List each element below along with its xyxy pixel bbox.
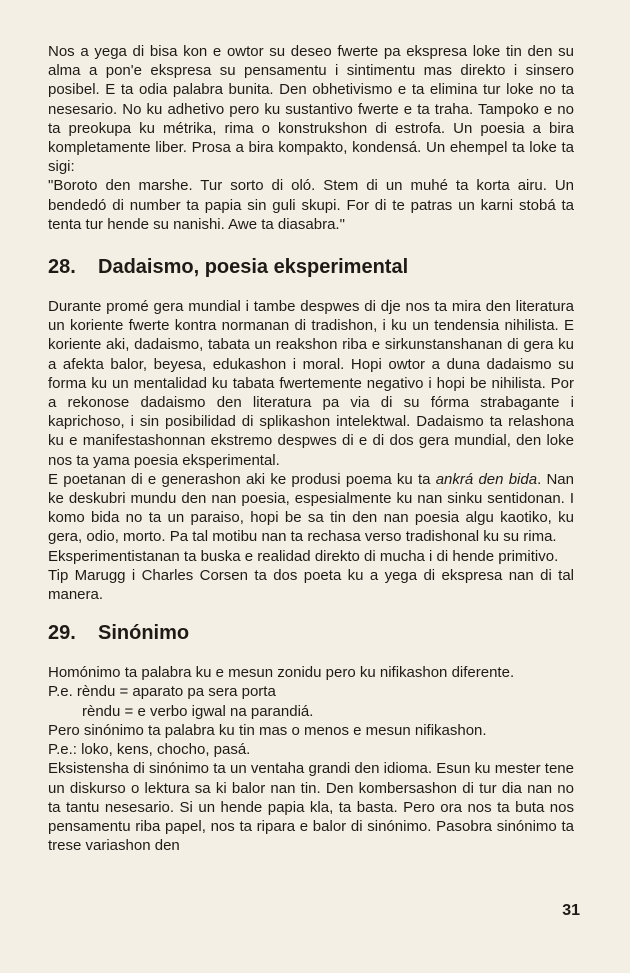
section-29-title: Sinónimo — [98, 622, 190, 645]
section-28-paragraph-1: Durante promé gera mundial i tambe despwes di dje nos ta mira den literatura un koriente fwerte kontra normanan di tradishon, i ku un tendensia nihilista. E koriente aki, dadaismo, tabata un reakshon riba e sirkunstanshanan di gera ku a afekta balor, beyesa, edukashon i moral. Hopi owtor a duna dadaismo su forma ku un mentalidad ku tabata fwertemente negativo i hopi be nihilista. Por a rekonose dadaismo den literatura pa via di su fórma strabagante i kaprichoso, i sin posibilidad di splikashon intelektwal. Dadaismo ta relashona ku e manifestashonnan ekstremo despwes di e di dos gera mundial, den loke nos ta yama poesia eksperimental. — [48, 298, 574, 469]
section-29-line-3: P.e.: loko, kens, chocho, pasá. — [48, 741, 251, 759]
page-number: 31 — [562, 902, 580, 919]
section-28-heading — [48, 256, 574, 279]
section-28-paragraph-2 — [48, 470, 574, 547]
intro-paragraph: Nos a yega di bisa kon e owtor su deseo fwerte pa ekspresa loke tin den su alma a pon'e ekspresa su pensamentu i sintimentu mas direkto i sinsero posibel. E ta odia palabra bunita. Den obhetivismo e ta elimina tur loke no ta nesesario. No ku adhetivo pero ku sustantivo fwerte e ta traha. Tampoko e no ta preokupa ku métrika, rima o konstrukshon di estrofa. Un poesia a bira kompletamente liber. Prosa a bira kompakto, kondensá. Un ehempel ta loke ta sigi: — [48, 43, 574, 176]
section-29-number: 29. — [48, 622, 76, 645]
paragraph-2-text-end: . Nan ke deskubri mundu den nan poesia, espesialmente ku nan sinku sentidonan. I komo bida no ta un paraiso, hopi be sa tin den nan poesia algu kaotiko, ku gera, odio, morto. Pa tal motibu nan ta rechasa verso tradishonal ku su rima. — [48, 470, 574, 546]
example-line-2: rèndu = e verbo igwal na parandiá. — [82, 702, 314, 720]
section-28-title: Dadaismo, poesia eksperimental — [98, 256, 409, 279]
paragraph-2-italic-phrase: ankrá den bida — [435, 470, 538, 488]
section-29-line-1: Homónimo ta palabra ku e mesun zonidu pero ku nifikashon diferente. — [48, 664, 515, 682]
section-29-line-2: Pero sinónimo ta palabra ku tin mas o menos e mesun nifikashon. — [48, 721, 487, 739]
example-quote: "Boroto den marshe. Tur sorto di oló. Stem di un muhé ta korta airu. Un bendedó di number ta papia sin guli skupi. For di te patras un karni stobá ta tenta tur hende su nanishi. Awe ta diasabra." — [48, 177, 574, 233]
section-29-heading — [48, 622, 574, 645]
page-content — [48, 42, 574, 855]
example-line-1: P.e. rèndu = aparato pa sera porta — [48, 683, 276, 701]
section-28-number: 28. — [48, 256, 76, 279]
paragraph-2-text-start: E poetanan di e generashon aki ke produsi poema ku ta — [48, 470, 436, 488]
section-29-paragraph: Eksistensha di sinónimo ta un ventaha grandi den idioma. Esun ku mester tene un diskurso o lektura sa ki balor nan tin. Den kombersashon di tur dia nan no ta tantu nesesario. Si un hende papia kla, ta basta. Pero ora nos ta buta nos pensamentu riba papel, nos ta ripara e balor di sinónimo. Pasobra sinónimo ta trese variashon den — [48, 760, 574, 855]
section-28-paragraph-3: Eksperimentistanan ta buska e realidad direkto di mucha i di hende primitivo. — [48, 547, 559, 565]
section-28-paragraph-4: Tip Marugg i Charles Corsen ta dos poeta ku a yega di ekspresa nan di tal manera. — [48, 566, 574, 604]
